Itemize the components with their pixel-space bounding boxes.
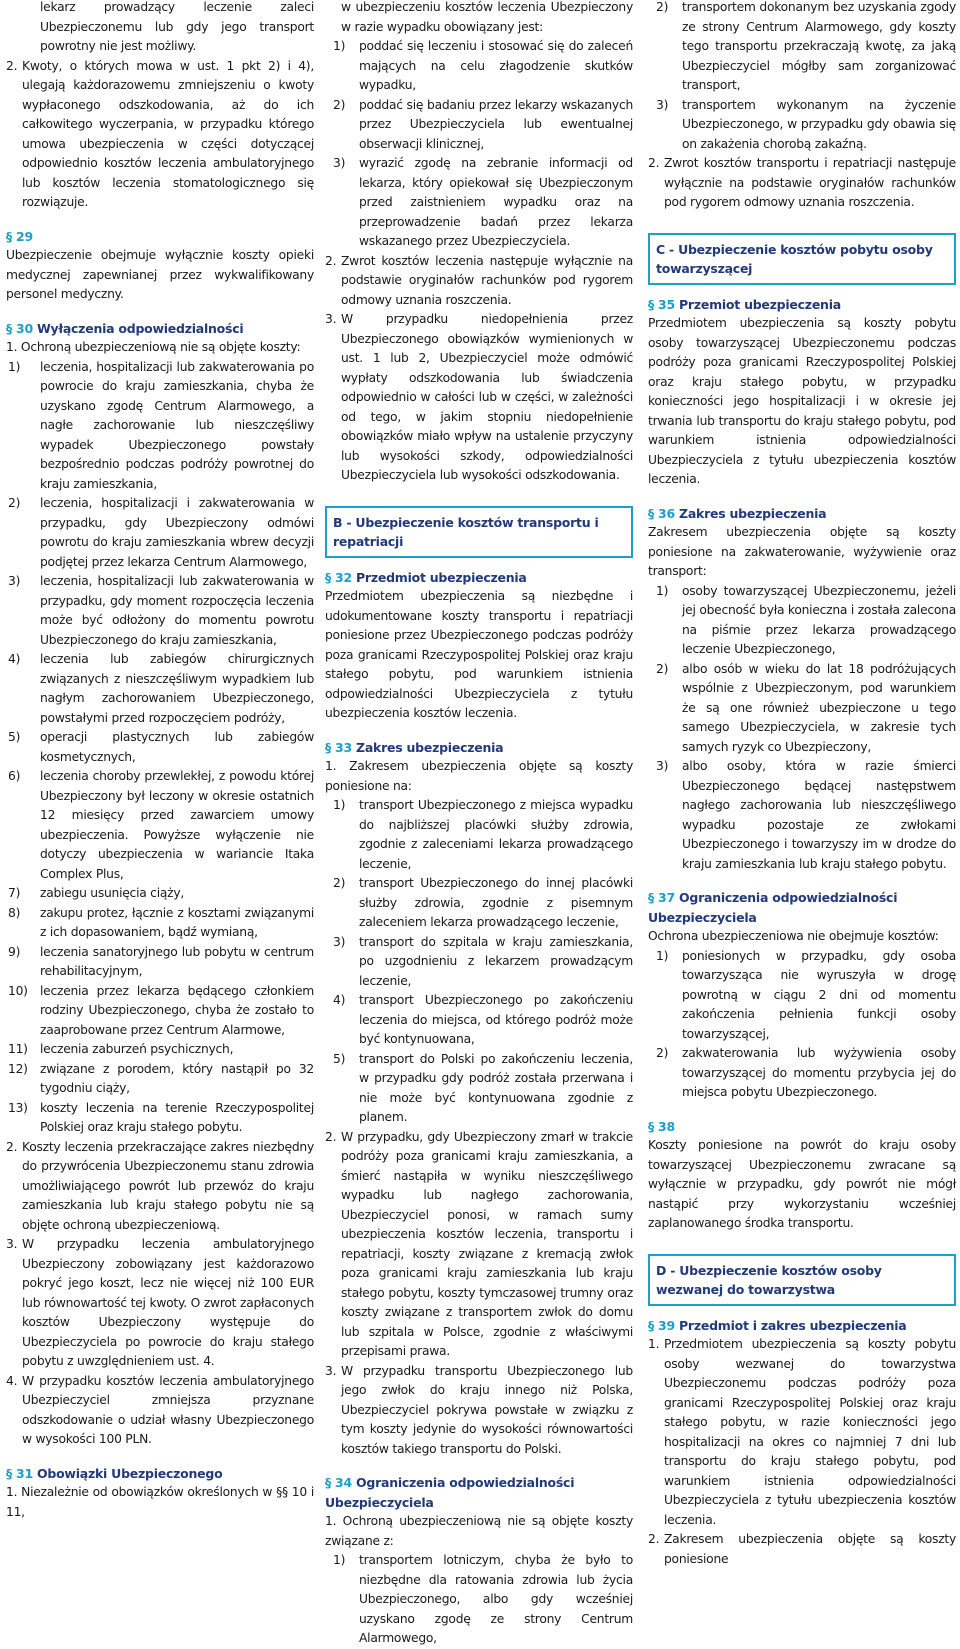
- sub-list-item: 3) wyrazić zgodę na zebranie informacji od lekarza, który opiekował się Ubezpieczonym przed zaistnieniem wypadku oraz na przeprowadzenie badań przez lekarza wskazanego przez Ubezpieczyciela.: [333, 156, 633, 248]
- sub-list-item: 1) osoby towarzyszącej Ubezpieczonemu, jeżeli jej obecność była konieczna i została zalecona na piśmie przez lekarza prowadzącego leczenie Ubezpieczonego,: [656, 583, 956, 656]
- sub-list-item: 1) transport Ubezpieczonego z miejsca wypadku do najbliższej placówki służby zdrowia, zgodnie z zaleceniami lekarza prowadzącego leczenie,: [333, 798, 633, 871]
- section-33-intro: 1. Zakresem ubezpieczenia objęte są koszty poniesione na:: [325, 759, 633, 793]
- section-symbol-icon: §: [648, 296, 654, 312]
- list-item: 2. Kwoty, o których mowa w ust. 1 pkt 2) i 4), ulegają każdorazowemu zmniejszeniu o kwoty wypłaconego odszkodowania, aż do ich całkowitego wyczerpania, w przypadku którego umowa ubezpieczenia w części dotyczącej odpowiednio kosztów leczenia ambulatoryjnego lub kosztów leczenia stomatologicznego się rozwiązuje.: [6, 58, 314, 209]
- section-heading-30: § 30 Wyłączenia odpowiedzialności: [6, 320, 244, 336]
- sub-list-item: 10) leczenia przez lekarza będącego członkiem rodziny Ubezpieczonego, chyba że zostało to zaaprobowane przez Centrum Alarmowe,: [8, 983, 314, 1037]
- sub-list-item: 4) transport Ubezpieczonego po zakończeniu leczenia do miejsca, od którego podróż może być kontynuowana,: [333, 993, 633, 1046]
- exclusions-list: [6, 358, 314, 1138]
- sub-list-item: 13) koszty leczenia na terenie Rzeczypospolitej Polskiej oraz kraju stałego pobytu.: [8, 1100, 314, 1134]
- sub-list-item: 9) leczenia sanatoryjnego lub pobytu w centrum rehabilitacyjnym,: [8, 944, 314, 978]
- sub-list-item: 3) transportem wykonanym na życzenie Ubezpieczonego, w przypadku gdy obawia się on zakażenia chorobą zakaźną.: [656, 97, 956, 151]
- section-symbol-icon: §: [6, 320, 12, 336]
- list-item: 3. W przypadku leczenia ambulatoryjnego Ubezpieczony zobowiązany jest każdorazowo pokryć jego koszt, lecz nie więcej niż 100 EUR lub równowartość tej kwoty. O zwrot zapłaconych kosztów Ubezpieczony występuje do Ubezpieczyciela po powrocie do kraju stałego pobytu z uwzględnieniem ust. 4.: [6, 1237, 314, 1368]
- sub-list-item: 4) leczenia lub zabiegów chirurgicznych związanych z nieszczęśliwym wypadkiem lub nagłym zachorowaniem Ubezpieczonego, powstałymi przed rozpoczęciem podróży,: [8, 652, 314, 725]
- column-middle: [325, 0, 633, 1649]
- sub-list-item: 2) transport Ubezpieczonego do innej placówki służby zdrowia, zgodnie z pisemnym zaleceniem lekarza prowadzącego leczenie,: [333, 876, 633, 929]
- section-heading-37: § 37 Ograniczenia odpowiedzialności Ubezpieczyciela: [648, 890, 898, 925]
- section-heading-39: § 39 Przedmiot i zakres ubezpieczenia: [648, 1317, 907, 1333]
- list-item: 2. W przypadku, gdy Ubezpieczony zmarł w trakcie podróży poza granicami kraju zamieszkania, a śmierć nastąpiła w wyniku nieszczęśliwego wypadku lub nagłego zachorowania, Ubezpieczyciel ponosi, w ramach sumy ubezpieczenia kosztów leczenia, transportu i repatriacji, koszty związane z kremacją zwłok poza granicami kraju zamieszkania lub kraju stałego pobytu, koszty tymczasowej trumny oraz koszty związane z transportem zwłok do domu lub szpitala w Polsce, zgodnie z właściwymi przepisami prawa.: [325, 1129, 633, 1358]
- sub-list-item: 2) leczenia, hospitalizacji i zakwaterowania w przypadku, gdy Ubezpieczony odmówi powrotu do kraju zamieszkania wbrew decyzji podjętej przez lekarza Centrum Alarmowego,: [8, 496, 314, 569]
- list-item: 1. Przedmiotem ubezpieczenia są koszty pobytu osoby wezwanej do towarzystwa Ubezpieczonemu podczas podróży poza granicami Rzeczypospolitej Polskiej oraz kraju stałego pobytu, w razie konieczności jego hospitalizacji na okres co najmniej 7 dni lub transportu do kraju stałego pobytu, pod warunkiem istnienia odpowiedzialności Ubezpieczyciela z tytułu ubezpieczenia kosztów leczenia.: [648, 1337, 956, 1527]
- paragraph-continuation: w ubezpieczeniu kosztów leczenia Ubezpieczony w razie wypadku obowiązany jest:: [341, 0, 633, 34]
- section-box-d: D - Ubezpieczenie kosztów osoby wezwanej do towarzystwa: [648, 1254, 956, 1306]
- sub-list-item: 2) poddać się badaniu przez lekarzy wskazanych przez Ubezpieczyciela lub ewentualnej obserwacji klinicznej,: [333, 97, 633, 151]
- exclusions-list: [648, 947, 956, 1103]
- sub-list-item: 8) zakupu protez, łącznie z kosztami związanymi z ich dopasowaniem, bądź wymianą,: [8, 905, 314, 939]
- scope-list: [648, 582, 956, 875]
- list-item: 3. W przypadku niedopełnienia przez Ubezpieczonego obowiązków wymienionych w ust. 1 lub 2, Ubezpieczyciel może odmówić wypłaty odszkodowania lub świadczenia odpowiednio w całości lub w części, w zależności od tego, w jakim stopniu niedopełnienie obowiązków miało wpływ na ustalenie przyczyny lub wysokości szkody, odpowiedzialności Ubezpieczyciela lub wysokości odszkodowania.: [325, 312, 633, 482]
- section-heading-31: § 31 Obowiązki Ubezpieczonego: [6, 1465, 223, 1481]
- section-30-intro: 1. Ochroną ubezpieczeniową nie są objęte koszty:: [6, 340, 301, 354]
- list-item: 2. Zwrot kosztów transportu i repatriacji następuje wyłącznie na podstawie oryginałów rachunków pod rygorem odmowy uznania roszczenia.: [648, 156, 956, 209]
- section-37-intro: Ochrona ubezpieczeniowa nie obejmuje kosztów:: [648, 929, 939, 943]
- section-35-text: Przedmiotem ubezpieczenia są koszty pobytu osoby towarzyszącej Ubezpieczonemu podczas podróży poza granicami Rzeczypospolitej Polskiej oraz kraju stałego pobytu, w przypadku konieczności jego hospitalizacji i w okresie jej trwania lub transportu do kraju stałego pobytu, pod warunkiem istnienia odpowiedzialności Ubezpieczyciela z tytułu ubezpieczenia kosztów leczenia.: [648, 316, 956, 486]
- section-symbol-icon: §: [6, 228, 12, 244]
- section-heading-35: § 35 Przemiot ubezpieczenia: [648, 296, 841, 312]
- section-symbol-icon: §: [325, 1475, 331, 1490]
- sub-list-item: 11) leczenia zaburzeń psychicznych,: [8, 1042, 234, 1056]
- section-symbol-icon: §: [648, 1118, 654, 1134]
- list-item: 2. Zwrot kosztów leczenia następuje wyłącznie na podstawie oryginałów rachunków pod rygorem odmowy uznania roszczenia.: [325, 253, 633, 307]
- sub-list-item: 1) poniesionych w przypadku, gdy osoba towarzysząca nie wyruszyła w drogę powrotną w ciągu 2 dni od momentu zakończenia pełnienia funkcji osoby towarzyszącej,: [656, 948, 956, 1041]
- list-item: 3. W przypadku transportu Ubezpieczonego lub jego zwłok do kraju innego niż Polska, Ubezpieczyciel pokrywa powstałe w związku z tym koszty jedynie do wysokości równowartości kosztów takiego transportu do Polski.: [325, 1363, 633, 1456]
- sub-list-item: 1) leczenia, hospitalizacji lub zakwaterowania po powrocie do kraju zamieszkania, chyba że uzyskano zgodę Centrum Alarmowego, a nagłe zachorowanie lub nieszczęśliwy wypadek Ubezpieczonego powstały bezpośrednio podczas podróży powrotnej do kraju zamieszkania,: [8, 359, 314, 491]
- section-29-text: Ubezpieczenie obejmuje wyłącznie koszty opieki medycznej zapewnianej przez wykwalifikowany personel medyczny.: [6, 248, 314, 301]
- sub-list-item: 3) leczenia, hospitalizacji lub zakwaterowania w przypadku, gdy moment rozpoczęcia leczenia może być odłożony do momentu powrotu Ubezpieczonego do kraju zamieszkania,: [8, 574, 314, 647]
- limitations-list: [325, 1551, 633, 1649]
- section-heading-33: § 33 Zakres ubezpieczenia: [325, 739, 504, 755]
- section-34-intro: 1. Ochroną ubezpieczeniową nie są objęte koszty związane z:: [325, 1514, 633, 1548]
- scope-list: [325, 796, 633, 1128]
- section-38-text: Koszty poniesione na powrót do kraju osoby towarzyszącej Ubezpieczonemu zwracane są wyłącznie w przypadku, gdy powrót nie mógł nastąpić przy wykorzystaniu wcześniej zaplanowanego środka transportu.: [648, 1138, 956, 1230]
- section-box-c: C - Ubezpieczenie kosztów pobytu osoby towarzyszącej: [648, 233, 956, 285]
- section-symbol-icon: §: [648, 1317, 654, 1333]
- sub-list-item: 6) leczenia choroby przewlekłej, z powodu której Ubezpieczony był leczony w okresie ostatnich 12 miesięcy przed zawarciem umowy ubezpieczenia. Powyższe wyłączenie nie dotyczy ubezpieczenia w wariancie Itaka Complex Plus,: [8, 769, 314, 881]
- section-heading-36: § 36 Zakres ubezpieczenia: [648, 505, 827, 521]
- paragraph-continuation: lekarz prowadzący leczenie zaleci Ubezpieczonemu lub gdy jego transport powrotny nie jest możliwy.: [40, 0, 314, 53]
- section-box-b: B - Ubezpieczenie kosztów transportu i repatriacji: [325, 506, 633, 558]
- section-heading-38: § 38: [648, 1118, 675, 1134]
- limitations-list-continued: [648, 0, 956, 154]
- section-symbol-icon: §: [648, 890, 654, 905]
- section-32-text: Przedmiotem ubezpieczenia są niezbędne i udokumentowane koszty transportu i repatriacji poniesione przez Ubezpieczonego podczas podróży poza granicami Rzeczypospolitej Polskiej oraz kraju stałego pobytu, pod warunkiem istnienia odpowiedzialności Ubezpieczyciela z tytułu ubezpieczenia kosztów leczenia.: [325, 589, 633, 720]
- list-item: 2. Zakresem ubezpieczenia objęte są koszty poniesione: [648, 1532, 956, 1566]
- sub-list-item: 5) operacji plastycznych lub zabiegów kosmetycznych,: [8, 730, 314, 764]
- section-heading-29: § 29: [6, 228, 33, 244]
- sub-list-item: 2) albo osób w wieku do lat 18 podróżujących wspólnie z Ubezpieczonym, pod warunkiem że są one również ubezpieczone u tego samego Ubezpieczyciela, w zakresie tych samych ryzyk co Ubezpieczony,: [656, 661, 956, 754]
- list-item: 2. Koszty leczenia przekraczające zakres niezbędny do przywrócenia Ubezpieczonemu stanu zdrowia umożliwiającego powrót lub przewóz do kraju zamieszkania lub kraju stałego pobytu nie są objęte ochroną ubezpieczeniową.: [6, 1139, 314, 1232]
- section-31-intro: 1. Niezależnie od obowiązków określonych w §§ 10 i 11,: [6, 1485, 314, 1519]
- list-item: 4. W przypadku kosztów leczenia ambulatoryjnego Ubezpieczyciel zmniejsza przyznane odszkodowanie o udział własny Ubezpieczonego w wysokości 100 PLN.: [6, 1373, 314, 1446]
- column-left: [6, 0, 314, 1522]
- section-symbol-icon: §: [6, 1465, 12, 1481]
- obligations-list: [325, 37, 633, 252]
- sub-list-item: 3) albo osoby, która w razie śmierci Ubezpieczonego będącej następstwem nagłego zachorowania lub nieszczęśliwego wypadku pozostaje ze zwłokami Ubezpieczonego i towarzyszy im w drodze do kraju zamieszkania lub kraju stałego pobytu.: [656, 759, 956, 871]
- section-symbol-icon: §: [325, 569, 331, 585]
- column-right: [648, 0, 956, 1569]
- sub-list-item: 2) transportem dokonanym bez uzyskania zgody ze strony Centrum Alarmowego, gdy koszty tego transportu przekraczają kwotę, za jaką Ubezpieczyciel mógłby sam zorganizować transport,: [656, 0, 956, 92]
- section-heading-32: § 32 Przedmiot ubezpieczenia: [325, 569, 527, 585]
- section-symbol-icon: §: [648, 505, 654, 521]
- section-heading-34: § 34 Ograniczenia odpowiedzialności Ubezpieczyciela: [325, 1475, 575, 1510]
- sub-list-item: 5) transport do Polski po zakończeniu leczenia, w przypadku gdy podróż została przerwana i nie może być kontynuowana zgodnie z planem.: [333, 1051, 633, 1124]
- sub-list-item: 1) poddać się leczeniu i stosować się do zaleceń mających na celu złagodzenie skutków wypadku,: [333, 39, 633, 92]
- sub-list-item: 12) związane z porodem, który nastąpił po 32 tygodniu ciąży,: [8, 1061, 314, 1095]
- sub-list-item: 7) zabiegu usunięcia ciąży,: [8, 886, 185, 900]
- sub-list-item: 2) zakwaterowania lub wyżywienia osoby towarzyszącej do momentu przybycia jej do miejsca pobytu Ubezpieczonego.: [656, 1046, 956, 1099]
- sub-list-item: 3) transport do szpitala w kraju zamieszkania, po uzgodnieniu z lekarzem prowadzącym leczenie,: [333, 934, 633, 988]
- section-36-intro: Zakresem ubezpieczenia objęte są koszty poniesione na zakwaterowanie, wyżywienie oraz transport:: [648, 525, 956, 578]
- sub-list-item: 1) transportem lotniczym, chyba że było to niezbędne dla ratowania zdrowia lub życia Ubezpieczonego, albo gdy wcześniej uzyskano zgodę ze strony Centrum Alarmowego,: [333, 1553, 633, 1645]
- section-symbol-icon: §: [325, 739, 331, 755]
